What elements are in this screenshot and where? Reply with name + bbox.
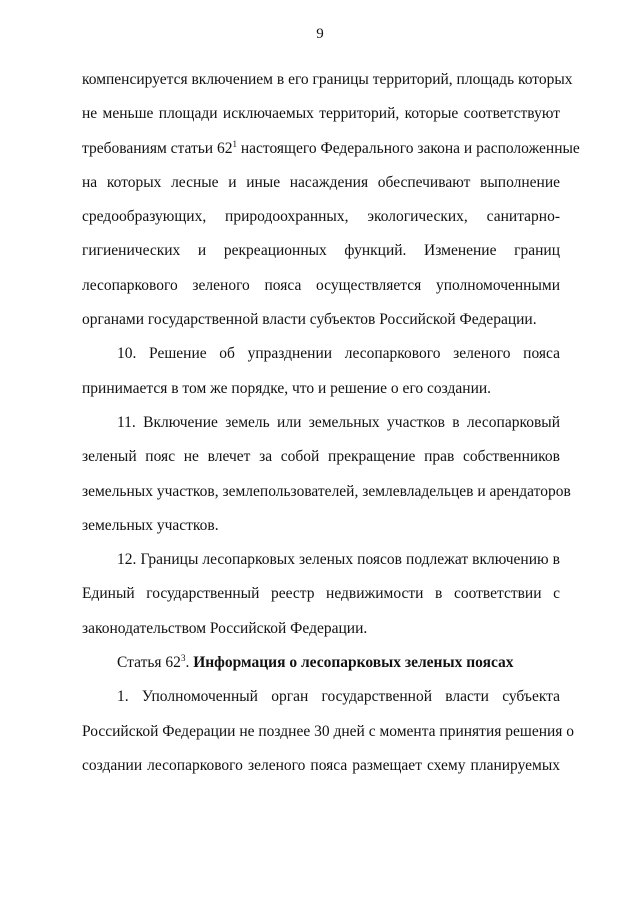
article-number: Статья 62 [117,654,181,672]
text-line: 12. Границы лесопарковых зеленых поясов подлежат включению в [117,551,560,569]
text-line: средообразующих, природоохранных, экологических, санитарно- [82,208,560,226]
text-line: принимается в том же порядке, что и решение о его создании. [82,379,492,397]
text-line: на которых лесные и иные насаждения обеспечивают выполнение [82,173,560,191]
article-heading-line [82,646,560,680]
text-line: законодательством Российской Федерации. [82,619,368,637]
text-line: 11. Включение земель или земельных участков в лесопарковый [117,413,560,431]
article-heading [82,646,560,680]
text-line: земельных участков, землепользователей, землевладельцев и арендаторов [82,482,571,500]
text-line: 1. Уполномоченный орган государственной власти субъекта [117,688,560,706]
document-body [82,63,580,783]
text-line: 10. Решение об упразднении лесопаркового зеленого пояса [117,345,560,363]
paragraph-item-11 [82,406,571,543]
text-line [82,132,580,166]
heading-separator: . [185,654,194,672]
paragraph-continuation [82,63,580,337]
paragraph-item-12 [82,543,560,646]
page-number: 9 [316,26,324,42]
text-fragment: настоящего Федерального закона и расположенные [236,139,580,157]
article-title: Информация о лесопарковых зеленых поясах [193,654,514,672]
superscript: 3 [180,653,186,664]
paragraph-item-1 [82,680,575,783]
text-line: Единый государственный реестр недвижимости в соответствии с [82,585,560,603]
text-line: компенсируется включением в его границы территорий, площадь которых [82,71,573,88]
text-line: зеленый пояс не влечет за собой прекращение прав собственников [82,448,560,466]
text-line: органами государственной власти субъектов Российской Федерации. [82,311,537,329]
text-line: земельных участков. [82,516,219,534]
text-fragment: требованиям статьи 62 [82,139,233,157]
text-line: Российской Федерации не позднее 30 дней с момента принятия решения о [82,722,575,740]
text-line: лесопаркового зеленого пояса осуществляется уполномоченными [82,276,560,294]
text-line: не меньше площади исключаемых территорий, которые соответствуют [82,105,560,123]
paragraph-item-10 [82,337,560,406]
text-line: гигиенических и рекреационных функций. Изменение границ [82,242,560,260]
text-line: создании лесопаркового зеленого пояса размещает схему планируемых [82,756,560,774]
superscript: 1 [232,138,237,149]
